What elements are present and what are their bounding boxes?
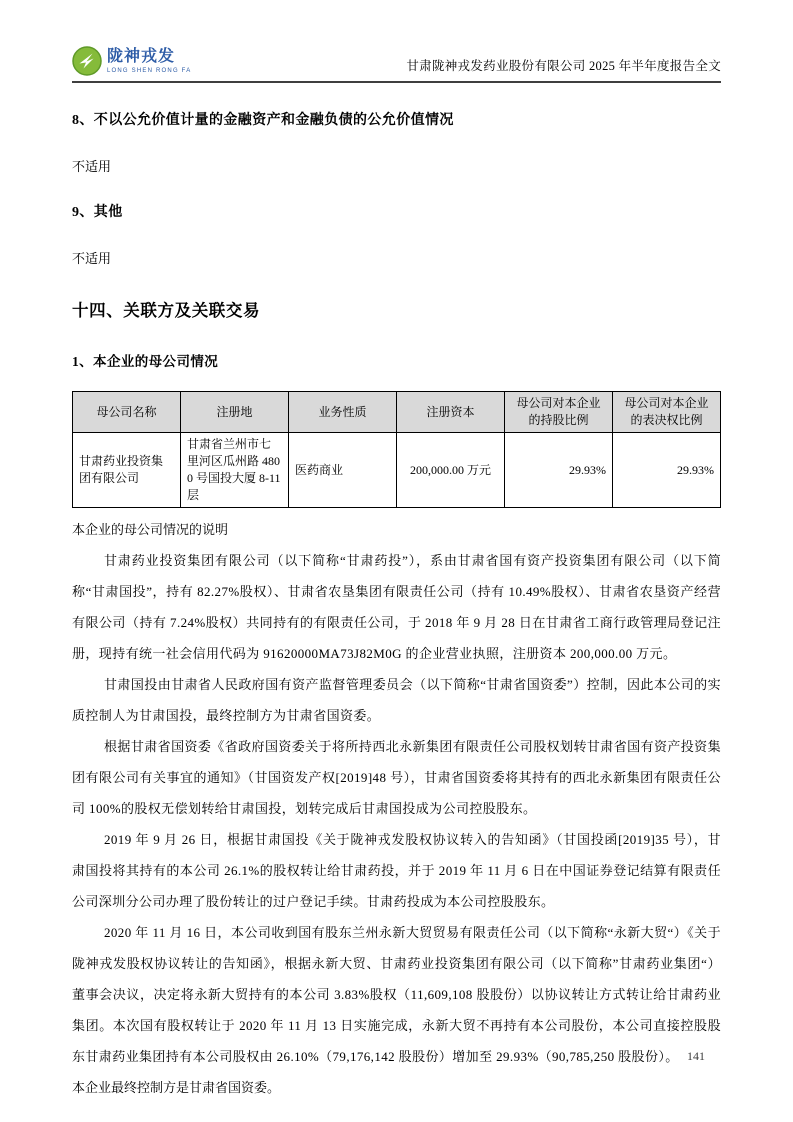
ultimate-controller-line: 本企业最终控制方是甘肃省国资委。 xyxy=(72,1080,281,1095)
section-9-body: 不适用 xyxy=(72,251,112,266)
parent-company-note-label: 本企业的母公司情况的说明 xyxy=(72,522,229,537)
company-logo xyxy=(72,46,191,76)
col-header-business-nature: 业务性质 xyxy=(289,392,397,433)
heading-section-14-1: 1、本企业的母公司情况 xyxy=(72,354,219,369)
table-row xyxy=(73,433,721,508)
heading-section-9: 9、其他 xyxy=(72,205,123,220)
section-8-body: 不适用 xyxy=(72,159,112,174)
parent-company-table xyxy=(72,391,721,508)
col-header-voting-ratio: 母公司对本企业的表决权比例 xyxy=(613,392,721,433)
cell-registered-place: 甘肃省兰州市七里河区瓜州路 4800 号国投大厦 8-11 层 xyxy=(181,433,289,508)
paragraph-equity-transfer-2019: 2019 年 9 月 26 日，根据甘肃国投《关于陇神戎发股权协议转入的告知函》（甘国投函[2019]35 号），甘肃国投将其持有的本公司 26.1%的股权转让给甘肃药投，并于 2019 年 11 月 6 日在中国证券登记结算有限责任公司深圳分公司办理了股份转让的过户登记手续。甘肃药投成为本公司控股股东。 xyxy=(72,832,721,909)
paragraph-company-background: 甘肃药业投资集团有限公司（以下简称“甘肃药投”），系由甘肃省国有资产投资集团有限公司（以下简称“甘肃国投”，持有 82.27%股权）、甘肃省农垦集团有限责任公司（持有 10.49%股权）、甘肃省农垦资产经营有限公司（持有 7.24%股权）共同持有的有限责任公司，于 2018 年 9 月 28 日在甘肃省工商行政管理局登记注册，现持有统一社会信用代码为 91620000MA73J82M0G 的企业营业执照，注册资本 200,000.00 万元。 xyxy=(72,553,721,661)
paragraph-equity-transfer-2019-notice: 根据甘肃省国资委《省政府国资委关于将所持西北永新集团有限责任公司股权划转甘肃省国有资产投资集团有限公司有关事宜的通知》（甘国资发产权[2019]48 号），甘肃省国资委将其持有的西北永新集团有限责任公司 100%的股权无偿划转给甘肃国投，划转完成后甘肃国投成为公司控股股东。 xyxy=(72,739,721,816)
paragraph-actual-controller: 甘肃国投由甘肃省人民政府国有资产监督管理委员会（以下简称“甘肃省国资委”）控制，因此本公司的实质控制人为甘肃国投，最终控制方为甘肃省国资委。 xyxy=(72,677,721,723)
cell-parent-name: 甘肃药业投资集团有限公司 xyxy=(73,433,181,508)
col-header-parent-name: 母公司名称 xyxy=(73,392,181,433)
logo-bird-icon xyxy=(72,46,102,76)
table-header-row xyxy=(73,392,721,433)
page-number: 141 xyxy=(687,1049,705,1063)
cell-business-nature: 医药商业 xyxy=(289,433,397,508)
col-header-registered-capital: 注册资本 xyxy=(397,392,505,433)
cell-registered-capital: 200,000.00 万元 xyxy=(397,433,505,508)
logo-name-en: LONG SHEN RONG FA xyxy=(107,67,192,74)
heading-section-8: 8、不以公允价值计量的金融资产和金融负债的公允价值情况 xyxy=(72,113,454,128)
page-header xyxy=(72,46,721,83)
cell-shareholding-ratio: 29.93% xyxy=(505,433,613,508)
logo-name-cn: 陇神戎发 xyxy=(107,47,176,65)
cell-voting-ratio: 29.93% xyxy=(613,433,721,508)
heading-chapter-14: 十四、关联方及关联交易 xyxy=(72,301,261,320)
report-header-title: 甘肃陇神戎发药业股份有限公司 2025 年半年度报告全文 xyxy=(406,59,721,73)
paragraph-equity-transfer-2020: 2020 年 11 月 16 日，本公司收到国有股东兰州永新大贸贸易有限责任公司（以下简称“永新大贸“）《关于陇神戎发股权协议转让的告知函》，根据永新大贸、甘肃药业投资集团有限公司（以下简称”甘肃药业集团“）董事会决议，决定将永新大贸持有的本公司 3.83%股权（11,609,108 股股份）以协议转让方式转让给甘肃药业集团。本次国有股权转让于 2020 年 11 月 13 日实施完成，永新大贸不再持有本公司股份，本公司直接控股股东甘肃药业集团持有本公司股权由 26.10%（79,176,142 股股份）增加至 29.93%（90,785,250 股股份）。 xyxy=(72,925,721,1064)
col-header-registered-place: 注册地 xyxy=(181,392,289,433)
logo-text-block xyxy=(107,49,191,74)
col-header-shareholding-ratio: 母公司对本企业的持股比例 xyxy=(505,392,613,433)
